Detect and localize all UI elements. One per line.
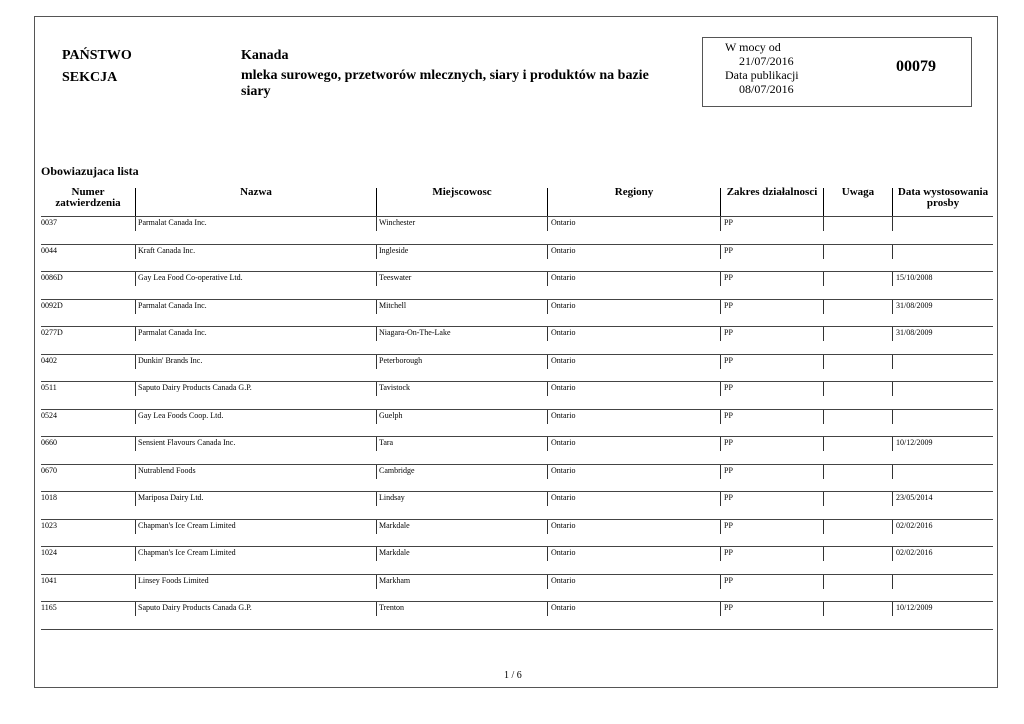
column-divider bbox=[376, 327, 377, 341]
cell-locality: Tara bbox=[379, 438, 394, 447]
country-label: PAŃSTWO bbox=[62, 48, 132, 63]
column-divider bbox=[823, 217, 824, 231]
cell-region: Ontario bbox=[551, 438, 576, 447]
column-divider bbox=[892, 327, 893, 341]
validity-box bbox=[702, 37, 972, 107]
column-divider bbox=[892, 602, 893, 616]
cell-locality: Niagara-On-The-Lake bbox=[379, 328, 451, 337]
row-rule bbox=[41, 491, 993, 492]
cell-region: Ontario bbox=[551, 575, 576, 585]
cell-scope: PP bbox=[724, 575, 733, 585]
cell-scope: PP bbox=[724, 245, 733, 255]
column-divider bbox=[720, 245, 721, 259]
cell-region: Ontario bbox=[551, 218, 576, 227]
column-divider bbox=[547, 410, 548, 424]
cell-number: 0660 bbox=[41, 438, 57, 447]
column-divider bbox=[135, 245, 136, 259]
cell-request-date: 02/02/2016 bbox=[896, 548, 933, 557]
column-divider bbox=[547, 300, 548, 314]
column-divider bbox=[892, 245, 893, 259]
column-divider bbox=[720, 465, 721, 479]
header-divider bbox=[720, 188, 721, 216]
cell-name: Nutrablend Foods bbox=[138, 465, 196, 475]
column-divider bbox=[376, 272, 377, 286]
column-divider bbox=[892, 465, 893, 479]
cell-scope: PP bbox=[724, 520, 733, 530]
cell-locality: Teeswater bbox=[379, 273, 412, 282]
column-divider bbox=[135, 465, 136, 479]
cell-number: 1024 bbox=[41, 548, 57, 557]
column-divider bbox=[720, 575, 721, 589]
column-divider bbox=[720, 492, 721, 506]
column-divider bbox=[823, 602, 824, 616]
column-divider bbox=[823, 355, 824, 369]
column-divider bbox=[720, 355, 721, 369]
header-divider bbox=[376, 188, 377, 216]
cell-number: 1023 bbox=[41, 520, 57, 530]
cell-name: Parmalat Canada Inc. bbox=[138, 328, 207, 337]
column-divider bbox=[823, 327, 824, 341]
cell-request-date: 10/12/2009 bbox=[896, 603, 933, 612]
column-divider bbox=[376, 602, 377, 616]
cell-scope: PP bbox=[724, 493, 733, 502]
column-divider bbox=[892, 217, 893, 231]
column-divider bbox=[720, 327, 721, 341]
row-rule bbox=[41, 601, 993, 602]
cell-name: Chapman's Ice Cream Limited bbox=[138, 520, 236, 530]
column-divider bbox=[720, 520, 721, 534]
cell-scope: PP bbox=[724, 383, 733, 392]
column-divider bbox=[547, 547, 548, 561]
cell-locality: Mitchell bbox=[379, 300, 407, 310]
cell-locality: Ingleside bbox=[379, 245, 409, 255]
cell-region: Ontario bbox=[551, 355, 576, 365]
country-value: Kanada bbox=[241, 48, 289, 63]
column-divider bbox=[376, 245, 377, 259]
column-divider bbox=[135, 575, 136, 589]
column-divider bbox=[135, 547, 136, 561]
column-divider bbox=[823, 520, 824, 534]
row-rule bbox=[41, 519, 993, 520]
list-number: 00079 bbox=[896, 58, 936, 75]
column-divider bbox=[547, 437, 548, 451]
column-divider bbox=[892, 437, 893, 451]
cell-locality: Markdale bbox=[379, 548, 410, 557]
cell-scope: PP bbox=[724, 355, 733, 365]
cell-name: Parmalat Canada Inc. bbox=[138, 300, 207, 310]
cell-name: Saputo Dairy Products Canada G.P. bbox=[138, 603, 252, 612]
page-indicator: 1 / 6 bbox=[504, 670, 522, 681]
cell-locality: Tavistock bbox=[379, 383, 410, 392]
column-divider bbox=[823, 272, 824, 286]
row-rule bbox=[41, 436, 993, 437]
header-divider bbox=[823, 188, 824, 216]
column-divider bbox=[720, 217, 721, 231]
cell-request-date: 15/10/2008 bbox=[896, 273, 933, 282]
column-divider bbox=[135, 217, 136, 231]
column-divider bbox=[135, 520, 136, 534]
column-divider bbox=[892, 382, 893, 396]
cell-region: Ontario bbox=[551, 383, 576, 392]
cell-name: Linsey Foods Limited bbox=[138, 575, 209, 585]
column-divider bbox=[892, 355, 893, 369]
column-divider bbox=[720, 272, 721, 286]
cell-request-date: 23/05/2014 bbox=[896, 493, 933, 502]
column-divider bbox=[823, 410, 824, 424]
cell-number: 1018 bbox=[41, 493, 57, 502]
header-rule bbox=[41, 216, 993, 217]
cell-region: Ontario bbox=[551, 273, 576, 282]
cell-scope: PP bbox=[724, 438, 733, 447]
cell-region: Ontario bbox=[551, 548, 576, 557]
row-rule bbox=[41, 409, 993, 410]
cell-number: 0037 bbox=[41, 218, 57, 227]
cell-locality: Markham bbox=[379, 575, 411, 585]
column-divider bbox=[823, 492, 824, 506]
cell-number: 0511 bbox=[41, 383, 57, 392]
column-divider bbox=[892, 547, 893, 561]
column-divider bbox=[823, 437, 824, 451]
cell-name: Dunkin' Brands Inc. bbox=[138, 355, 203, 365]
column-header-number: Numer zatwierdzenia bbox=[55, 186, 121, 209]
column-divider bbox=[135, 437, 136, 451]
column-divider bbox=[376, 492, 377, 506]
cell-name: Mariposa Dairy Ltd. bbox=[138, 493, 204, 502]
cell-name: Chapman's Ice Cream Limited bbox=[138, 548, 236, 557]
cell-region: Ontario bbox=[551, 520, 576, 530]
row-rule bbox=[41, 574, 993, 575]
cell-request-date: 02/02/2016 bbox=[896, 520, 933, 530]
column-divider bbox=[892, 410, 893, 424]
column-divider bbox=[720, 410, 721, 424]
column-divider bbox=[376, 520, 377, 534]
publication-date: 08/07/2016 bbox=[739, 82, 794, 96]
column-divider bbox=[547, 382, 548, 396]
cell-name: Sensient Flavours Canada Inc. bbox=[138, 438, 236, 447]
column-divider bbox=[547, 272, 548, 286]
row-rule bbox=[41, 546, 993, 547]
cell-number: 1165 bbox=[41, 603, 57, 612]
cell-region: Ontario bbox=[551, 465, 576, 475]
column-divider bbox=[376, 437, 377, 451]
cell-number: 0670 bbox=[41, 465, 57, 475]
publication-label: Data publikacji bbox=[725, 68, 799, 82]
column-divider bbox=[720, 300, 721, 314]
cell-number: 0092D bbox=[41, 300, 63, 310]
cell-locality: Markdale bbox=[379, 520, 410, 530]
cell-number: 1041 bbox=[41, 575, 57, 585]
column-divider bbox=[720, 437, 721, 451]
cell-locality: Guelph bbox=[379, 410, 403, 420]
column-divider bbox=[376, 355, 377, 369]
cell-name: Parmalat Canada Inc. bbox=[138, 218, 207, 227]
column-header-scope: Zakres działalnosci bbox=[726, 186, 818, 198]
column-divider bbox=[547, 327, 548, 341]
cell-scope: PP bbox=[724, 603, 733, 612]
cell-region: Ontario bbox=[551, 493, 576, 502]
cell-name: Kraft Canada Inc. bbox=[138, 245, 196, 255]
cell-scope: PP bbox=[724, 218, 733, 227]
header-divider bbox=[547, 188, 548, 216]
column-divider bbox=[892, 492, 893, 506]
row-rule bbox=[41, 464, 993, 465]
column-divider bbox=[892, 272, 893, 286]
cell-request-date: 31/08/2009 bbox=[896, 328, 933, 337]
row-rule bbox=[41, 354, 993, 355]
column-divider bbox=[720, 602, 721, 616]
cell-locality: Lindsay bbox=[379, 493, 405, 502]
column-divider bbox=[135, 327, 136, 341]
column-divider bbox=[135, 602, 136, 616]
row-rule bbox=[41, 299, 993, 300]
cell-number: 0277D bbox=[41, 328, 63, 337]
effective-label: W mocy od bbox=[725, 40, 781, 54]
column-divider bbox=[720, 382, 721, 396]
cell-locality: Winchester bbox=[379, 218, 416, 227]
cell-locality: Peterborough bbox=[379, 355, 423, 365]
cell-scope: PP bbox=[724, 465, 733, 475]
cell-number: 0402 bbox=[41, 355, 57, 365]
column-divider bbox=[547, 217, 548, 231]
row-rule bbox=[41, 271, 993, 272]
column-divider bbox=[547, 575, 548, 589]
column-divider bbox=[823, 575, 824, 589]
column-divider bbox=[547, 602, 548, 616]
row-rule bbox=[41, 381, 993, 382]
cell-number: 0044 bbox=[41, 245, 57, 255]
column-header-remarks: Uwaga bbox=[841, 186, 875, 198]
cell-name: Gay Lea Food Co-operative Ltd. bbox=[138, 273, 243, 282]
cell-scope: PP bbox=[724, 410, 733, 420]
cell-name: Saputo Dairy Products Canada G.P. bbox=[138, 383, 252, 392]
column-header-request-date: Data wystosowania prosby bbox=[897, 186, 989, 209]
cell-locality: Cambridge bbox=[379, 465, 415, 475]
column-divider bbox=[376, 217, 377, 231]
column-divider bbox=[135, 410, 136, 424]
cell-number: 0086D bbox=[41, 273, 63, 282]
column-divider bbox=[892, 520, 893, 534]
row-rule bbox=[41, 244, 993, 245]
cell-region: Ontario bbox=[551, 245, 576, 255]
cell-request-date: 10/12/2009 bbox=[896, 438, 933, 447]
cell-request-date: 31/08/2009 bbox=[896, 300, 933, 310]
column-divider bbox=[135, 382, 136, 396]
cell-region: Ontario bbox=[551, 410, 576, 420]
row-rule bbox=[41, 326, 993, 327]
cell-region: Ontario bbox=[551, 603, 576, 612]
column-divider bbox=[547, 355, 548, 369]
cell-locality: Trenton bbox=[379, 603, 405, 612]
page-frame bbox=[34, 16, 998, 688]
column-divider bbox=[135, 272, 136, 286]
column-divider bbox=[547, 465, 548, 479]
column-divider bbox=[135, 355, 136, 369]
column-header-name: Nazwa bbox=[240, 186, 272, 198]
column-divider bbox=[135, 300, 136, 314]
effective-date: 21/07/2016 bbox=[739, 54, 794, 68]
column-divider bbox=[720, 547, 721, 561]
column-divider bbox=[892, 300, 893, 314]
column-divider bbox=[823, 547, 824, 561]
column-divider bbox=[376, 547, 377, 561]
cell-scope: PP bbox=[724, 548, 733, 557]
column-divider bbox=[376, 410, 377, 424]
column-divider bbox=[547, 520, 548, 534]
column-divider bbox=[892, 575, 893, 589]
list-title: Obowiazujaca lista bbox=[41, 164, 139, 178]
column-header-locality: Miejscowosc bbox=[432, 186, 492, 198]
column-divider bbox=[823, 465, 824, 479]
column-divider bbox=[376, 465, 377, 479]
column-header-region: Regiony bbox=[614, 186, 654, 198]
column-divider bbox=[376, 300, 377, 314]
section-value: mleka surowego, przetworów mlecznych, siary i produktów na bazie siary bbox=[241, 68, 649, 99]
cell-name: Gay Lea Foods Coop. Ltd. bbox=[138, 410, 224, 420]
row-rule bbox=[41, 629, 993, 630]
cell-scope: PP bbox=[724, 300, 733, 310]
cell-region: Ontario bbox=[551, 328, 576, 337]
header-divider bbox=[892, 188, 893, 216]
column-divider bbox=[547, 492, 548, 506]
cell-region: Ontario bbox=[551, 300, 576, 310]
column-divider bbox=[823, 245, 824, 259]
cell-scope: PP bbox=[724, 328, 733, 337]
column-divider bbox=[376, 382, 377, 396]
column-divider bbox=[823, 300, 824, 314]
column-divider bbox=[547, 245, 548, 259]
column-divider bbox=[376, 575, 377, 589]
column-divider bbox=[823, 382, 824, 396]
header-divider bbox=[135, 188, 136, 216]
section-label: SEKCJA bbox=[62, 70, 118, 85]
cell-number: 0524 bbox=[41, 410, 57, 420]
cell-scope: PP bbox=[724, 273, 733, 282]
column-divider bbox=[135, 492, 136, 506]
